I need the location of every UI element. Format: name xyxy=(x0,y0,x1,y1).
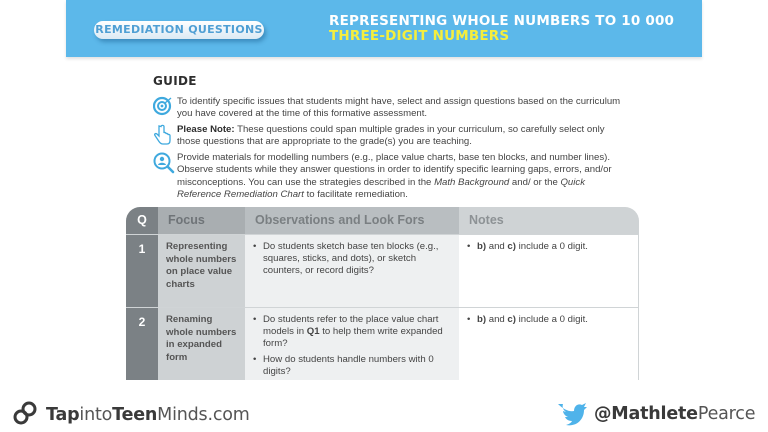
please-note-label: Please Note: xyxy=(177,124,235,135)
guide-item-please-note xyxy=(153,124,623,149)
table-header xyxy=(126,207,639,234)
twitter-credit[interactable] xyxy=(556,398,755,430)
target-icon xyxy=(153,96,177,118)
observations-cell xyxy=(245,308,459,380)
observation-bullet: • Do students refer to the place value chart models in Q1 to help them write expanded form? xyxy=(253,314,443,350)
website-name: TapintoTeenMinds.com xyxy=(46,405,250,425)
twitter-handle: @MathletePearce xyxy=(594,404,756,424)
question-number: 2 xyxy=(126,308,158,380)
unit-title: REPRESENTING WHOLE NUMBERS TO 10 000 xyxy=(329,13,675,29)
focus-cell: Representing whole numbers on place value charts xyxy=(158,235,245,307)
banner-title xyxy=(329,14,674,44)
header-observations: Observations and Look Fors xyxy=(245,207,459,234)
header-notes: Notes xyxy=(459,207,639,234)
notes-cell xyxy=(459,235,639,307)
header-q: Q xyxy=(126,207,158,234)
guide-text-please-note: Please Note: These questions could span multiple grades in your curriculum, so carefully select only those questions that are appropriate to the grade(s) you are teaching. xyxy=(177,124,605,148)
table-row xyxy=(126,307,639,380)
pointing-hand-icon xyxy=(153,124,177,146)
remediation-table xyxy=(126,207,639,382)
guide-text-materials: Provide materials for modelling numbers (e.g., place value charts, base ten blocks, and number lines). Observe students while they answer questions in order to identify specific learning gaps, errors, and/or misconceptions. You can use the strategies described in the Math Background and/ or the Quick Reference Remediation Chart to facilitate remediation. xyxy=(177,152,612,201)
magnifier-person-icon xyxy=(153,152,177,174)
lesson-subtitle: THREE-DIGIT NUMBERS xyxy=(329,28,510,44)
remediation-questions-badge: REMEDIATION QUESTIONS xyxy=(94,21,264,39)
observation-bullet: • Do students sketch base ten blocks (e.g., squares, sticks, and dots), or sketch counters, or record digits? xyxy=(253,241,439,277)
guide-text-identify: To identify specific issues that students might have, select and assign questions based on the curriculum you have covered at the time of this formative assessment. xyxy=(177,96,621,120)
question-number: 1 xyxy=(126,235,158,307)
guide-heading: GUIDE xyxy=(153,74,197,88)
note-bullet: • b) and c) include a 0 digit. xyxy=(467,241,588,252)
observation-bullet: • How do students handle numbers with 0 digits? xyxy=(253,353,434,377)
table-row xyxy=(126,234,639,307)
note-bullet: • b) and c) include a 0 digit. xyxy=(467,314,588,325)
website-credit[interactable] xyxy=(12,400,250,430)
quick-reference-chart-reference: Quick Reference Remediation Chart xyxy=(177,176,585,201)
header-banner xyxy=(66,0,702,57)
notes-cell xyxy=(459,308,639,380)
focus-cell: Renaming whole numbers in expanded form xyxy=(158,308,245,380)
header-focus: Focus xyxy=(158,207,245,234)
twitter-bird-icon xyxy=(556,398,588,430)
observations-cell xyxy=(245,235,459,307)
link-icon xyxy=(12,400,38,430)
guide-item-materials xyxy=(153,152,623,202)
guide-item-identify xyxy=(153,96,623,121)
math-background-reference: Math Background xyxy=(434,176,510,188)
